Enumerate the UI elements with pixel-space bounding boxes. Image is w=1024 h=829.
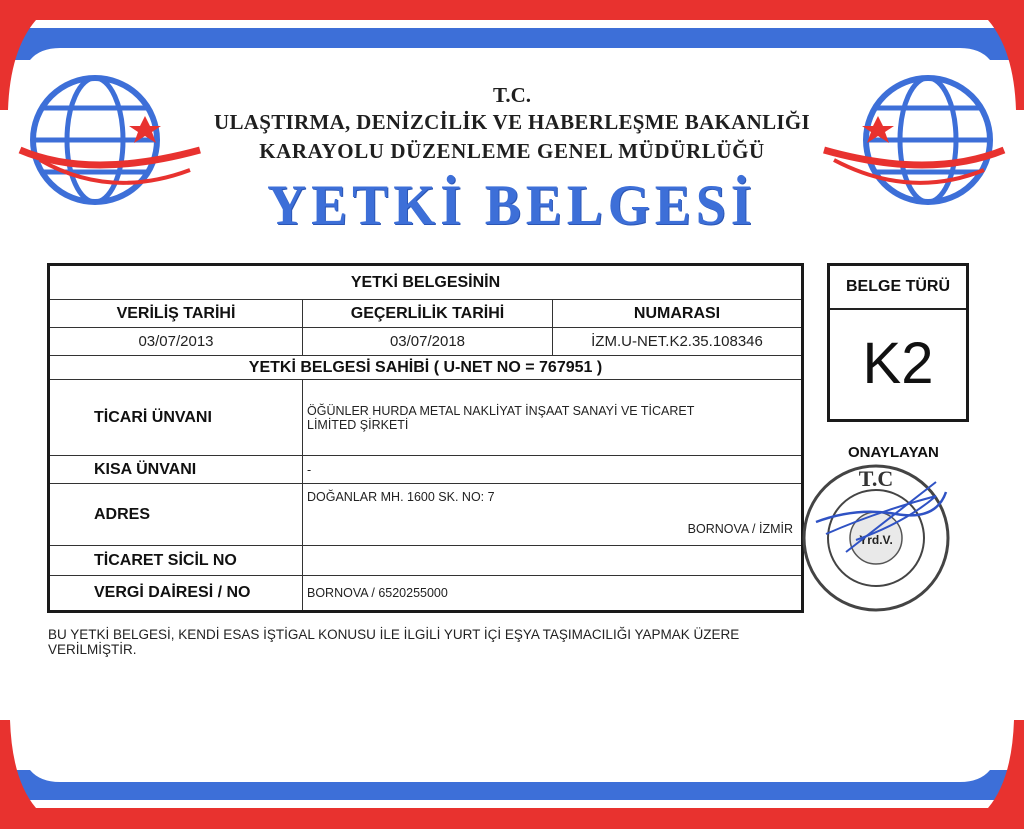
number-header: NUMARASI — [552, 300, 801, 327]
svg-text:T.C: T.C — [858, 466, 894, 491]
address-label: ADRES — [94, 505, 151, 523]
address-line2: BORNOVA / İZMİR — [687, 522, 793, 536]
validity-date-value: 03/07/2018 — [302, 328, 552, 355]
directorate-header: KARAYOLU DÜZENLEME GENEL MÜDÜRLÜĞÜ — [259, 139, 765, 163]
certificate-number-value: İZM.U-NET.K2.35.108346 — [552, 328, 801, 355]
top-red-band — [0, 0, 1024, 20]
short-name-row — [50, 456, 801, 484]
column-header-row — [50, 300, 801, 328]
ministry-header: ULAŞTIRMA, DENİZCİLİK VE HABERLEŞME BAKANLIĞI — [214, 110, 810, 134]
certificate-type-box — [827, 263, 969, 422]
official-stamp-seal — [796, 452, 966, 622]
short-name-value: - — [302, 456, 801, 483]
registry-label: TİCARET SİCİL NO — [94, 551, 237, 569]
document-title: YETKİ BELGESİ — [267, 173, 757, 237]
issue-date-header: VERİLİŞ TARİHİ — [116, 304, 236, 322]
tax-value: BORNOVA / 6520255000 — [302, 576, 801, 610]
tax-label: VERGİ DAİRESİ / NO — [94, 584, 251, 601]
trade-name-row — [50, 380, 801, 456]
certificate-table — [47, 263, 804, 613]
validity-date-header: GEÇERLİLİK TARİHİ — [302, 300, 552, 327]
address-line1: DOĞANLAR MH. 1600 SK. NO: 7 — [307, 490, 495, 504]
certificate-type-value: K2 — [862, 331, 934, 396]
address-row — [50, 484, 801, 546]
tax-row — [50, 576, 801, 610]
top-blue-band — [0, 28, 1024, 60]
registry-value — [302, 546, 801, 575]
republic-header: T.C. — [492, 83, 532, 107]
trade-name-line2: LİMİTED ŞİRKETİ — [307, 417, 409, 432]
column-value-row — [50, 328, 801, 356]
certificate-type-title: BELGE TÜRÜ — [830, 266, 966, 310]
bottom-red-band — [0, 808, 1024, 829]
authorization-statement: BU YETKİ BELGESİ, KENDİ ESAS İŞTİGAL KONUSU İLE İLGİLİ YURT İÇİ EŞYA TAŞIMACILIĞI YAPMAK ÜZERE VERİLMİŞTİR. — [48, 627, 740, 657]
registry-row — [50, 546, 801, 576]
svg-text:Yrd.V.: Yrd.V. — [859, 533, 893, 547]
approved-by-label: ONAYLAYAN — [848, 444, 939, 461]
trade-name-label: TİCARİ ÜNVANI — [94, 408, 212, 426]
address-value — [302, 484, 801, 545]
section-title: YETKİ BELGESİNİN — [350, 273, 501, 291]
trade-name-line1: ÖĞÜNLER HURDA METAL NAKLİYAT İNŞAAT SANAYİ VE TİCARET — [307, 403, 695, 418]
section-title-row — [50, 266, 801, 300]
short-name-label: KISA ÜNVANI — [94, 460, 197, 478]
trade-name-value — [302, 380, 801, 455]
issue-date-value: 03/07/2013 — [138, 333, 214, 350]
holder-title-row — [50, 356, 801, 380]
holder-title: YETKİ BELGESİ SAHİBİ ( U-NET NO = 767951 ) — [248, 358, 603, 376]
bottom-blue-band — [0, 770, 1024, 800]
